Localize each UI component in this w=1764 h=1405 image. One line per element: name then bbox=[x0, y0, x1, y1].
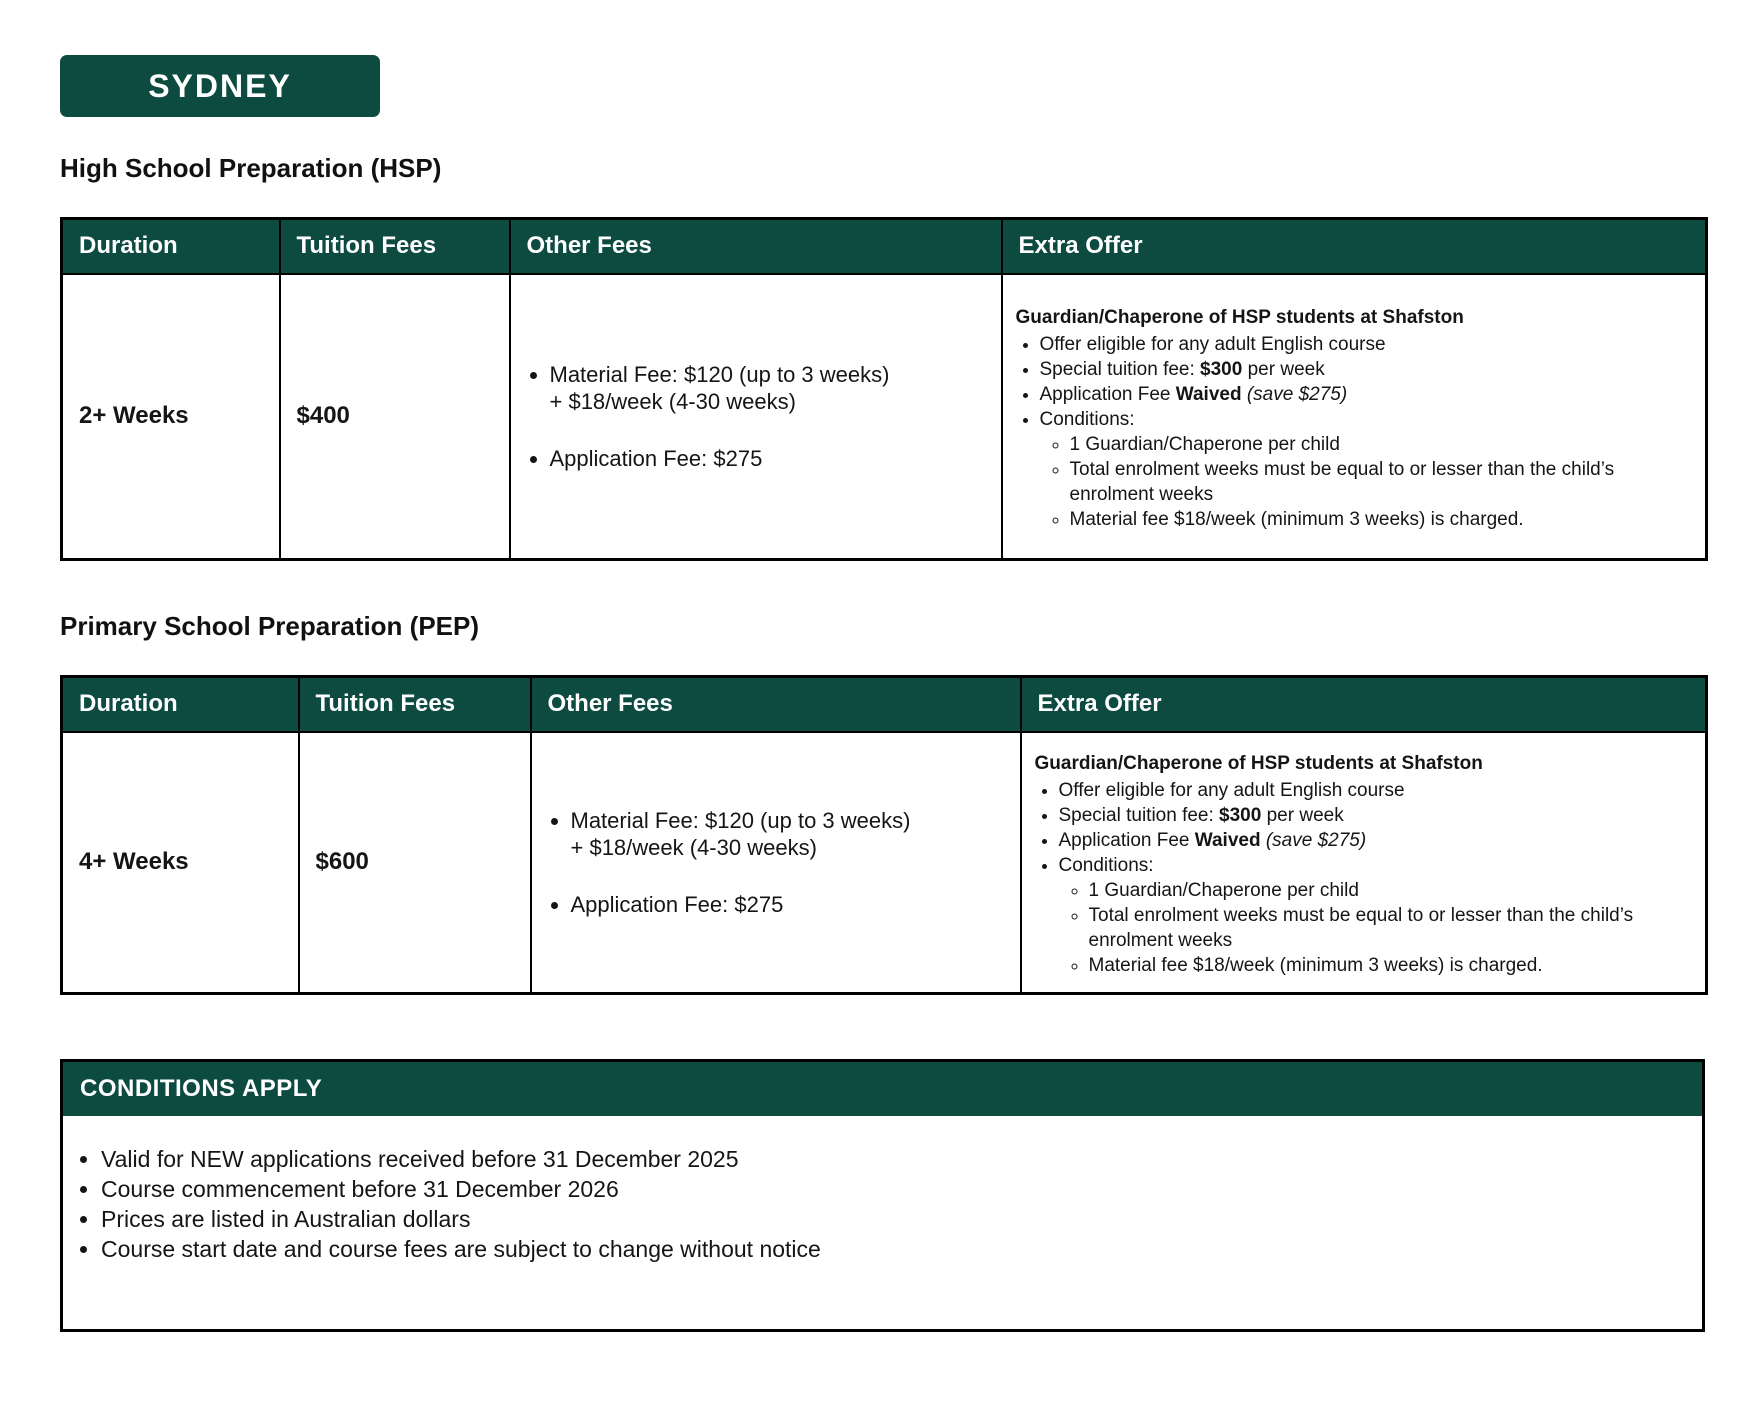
offer-text: Conditions: bbox=[1039, 408, 1135, 430]
condition-item: • Course commencement before 31 December 2026 bbox=[101, 1174, 1702, 1204]
pep-col-other-fees: Other Fees bbox=[531, 677, 1021, 732]
pep-col-extra-offer: Extra Offer bbox=[1021, 677, 1707, 732]
application-fee-item: • Application Fee: $275 bbox=[550, 445, 990, 472]
offer-text: per week bbox=[1242, 358, 1325, 380]
offer-bold-text: Waived bbox=[1194, 829, 1261, 851]
hsp-duration-cell: 2+ Weeks bbox=[62, 274, 280, 560]
condition-item: • Course start date and course fees are subject to change without notice bbox=[101, 1234, 1702, 1264]
offer-sub-bullet: ◦ Material fee $18/week (minimum 3 weeks) is charged. bbox=[1089, 953, 1694, 978]
hsp-col-other-fees: Other Fees bbox=[510, 219, 1002, 274]
offer-bullet-conditions bbox=[1040, 407, 1694, 532]
offer-sub-bullet: ◦ 1 Guardian/Chaperone per child bbox=[1089, 878, 1694, 903]
pep-data-row bbox=[62, 732, 1707, 994]
hsp-data-row bbox=[62, 274, 1707, 560]
offer-sub-bullet: ◦ 1 Guardian/Chaperone per child bbox=[1070, 432, 1694, 457]
hsp-tuition-cell: $400 bbox=[280, 274, 510, 560]
extra-offer-title: Guardian/Chaperone of HSP students at Shafston bbox=[1034, 752, 1483, 774]
offer-bold-text: $300 bbox=[1219, 804, 1262, 826]
offer-conditions-sublist bbox=[1040, 432, 1694, 532]
hsp-section-heading: High School Preparation (HSP) bbox=[60, 153, 442, 183]
offer-sub-bullet: ◦ Material fee $18/week (minimum 3 weeks) is charged. bbox=[1070, 507, 1694, 532]
application-fee-item: • Application Fee: $275 bbox=[571, 891, 1009, 918]
city-banner: SYDNEY bbox=[60, 55, 380, 117]
condition-item: • Prices are listed in Australian dollars bbox=[101, 1204, 1702, 1234]
offer-italic-text: (save $275) bbox=[1260, 829, 1367, 851]
material-fee-line1: • Material Fee: $120 (up to 3 weeks) bbox=[570, 807, 911, 833]
hsp-col-tuition-fees: Tuition Fees bbox=[280, 219, 510, 274]
material-fee-item bbox=[550, 361, 990, 415]
offer-bullet-special-tuition bbox=[1040, 357, 1694, 382]
pep-fees-table bbox=[60, 675, 1708, 995]
pep-duration-cell: 4+ Weeks bbox=[62, 732, 299, 994]
offer-text: Special tuition fee: bbox=[1058, 804, 1220, 826]
offer-text: Conditions: bbox=[1058, 854, 1154, 876]
offer-bullet-special-tuition bbox=[1059, 803, 1694, 828]
offer-text: Offer eligible for any adult English course bbox=[1058, 779, 1405, 801]
pep-col-duration: Duration bbox=[62, 677, 299, 732]
material-fee-line2: + $18/week (4-30 weeks) bbox=[570, 834, 817, 860]
offer-text: Offer eligible for any adult English course bbox=[1039, 333, 1386, 355]
pep-col-tuition-fees: Tuition Fees bbox=[299, 677, 531, 732]
hsp-col-extra-offer: Extra Offer bbox=[1002, 219, 1707, 274]
material-fee-line1: • Material Fee: $120 (up to 3 weeks) bbox=[549, 361, 890, 387]
offer-bold-text: $300 bbox=[1200, 358, 1243, 380]
extra-offer-list bbox=[1035, 778, 1694, 978]
other-fees-list bbox=[512, 361, 1000, 472]
offer-text: Special tuition fee: bbox=[1039, 358, 1201, 380]
conditions-header: CONDITIONS APPLY bbox=[63, 1062, 1702, 1116]
pep-other-fees-cell bbox=[531, 732, 1021, 994]
pep-header-row bbox=[62, 677, 1707, 732]
hsp-fees-table bbox=[60, 217, 1708, 561]
offer-italic-text: (save $275) bbox=[1241, 383, 1348, 405]
offer-text: Application Fee bbox=[1039, 383, 1176, 405]
hsp-extra-offer-cell bbox=[1002, 274, 1707, 560]
extra-offer-title: Guardian/Chaperone of HSP students at Shafston bbox=[1015, 306, 1464, 328]
pep-tuition-cell: $600 bbox=[299, 732, 531, 994]
pep-extra-offer-cell bbox=[1021, 732, 1707, 994]
offer-conditions-sublist bbox=[1059, 878, 1694, 978]
material-fee-line2: + $18/week (4-30 weeks) bbox=[549, 388, 796, 414]
offer-bullet-application-waived bbox=[1040, 382, 1694, 407]
offer-text: Application Fee bbox=[1058, 829, 1195, 851]
extra-offer-list bbox=[1016, 332, 1694, 532]
offer-sub-bullet: ◦ Total enrolment weeks must be equal to or lesser than the child’s enrolment weeks bbox=[1089, 903, 1694, 953]
pep-section-heading: Primary School Preparation (PEP) bbox=[60, 611, 480, 641]
offer-bullet-eligibility bbox=[1059, 778, 1694, 803]
offer-text: per week bbox=[1261, 804, 1344, 826]
hsp-col-duration: Duration bbox=[62, 219, 280, 274]
other-fees-list bbox=[533, 807, 1019, 918]
hsp-other-fees-cell bbox=[510, 274, 1002, 560]
offer-bold-text: Waived bbox=[1175, 383, 1242, 405]
offer-bullet-conditions bbox=[1059, 853, 1694, 978]
offer-bullet-eligibility bbox=[1040, 332, 1694, 357]
conditions-box bbox=[60, 1059, 1705, 1332]
condition-item: • Valid for NEW applications received before 31 December 2025 bbox=[101, 1144, 1702, 1174]
material-fee-item bbox=[571, 807, 1009, 861]
conditions-list bbox=[63, 1144, 1702, 1264]
offer-bullet-application-waived bbox=[1059, 828, 1694, 853]
offer-sub-bullet: ◦ Total enrolment weeks must be equal to or lesser than the child’s enrolment weeks bbox=[1070, 457, 1694, 507]
hsp-header-row bbox=[62, 219, 1707, 274]
